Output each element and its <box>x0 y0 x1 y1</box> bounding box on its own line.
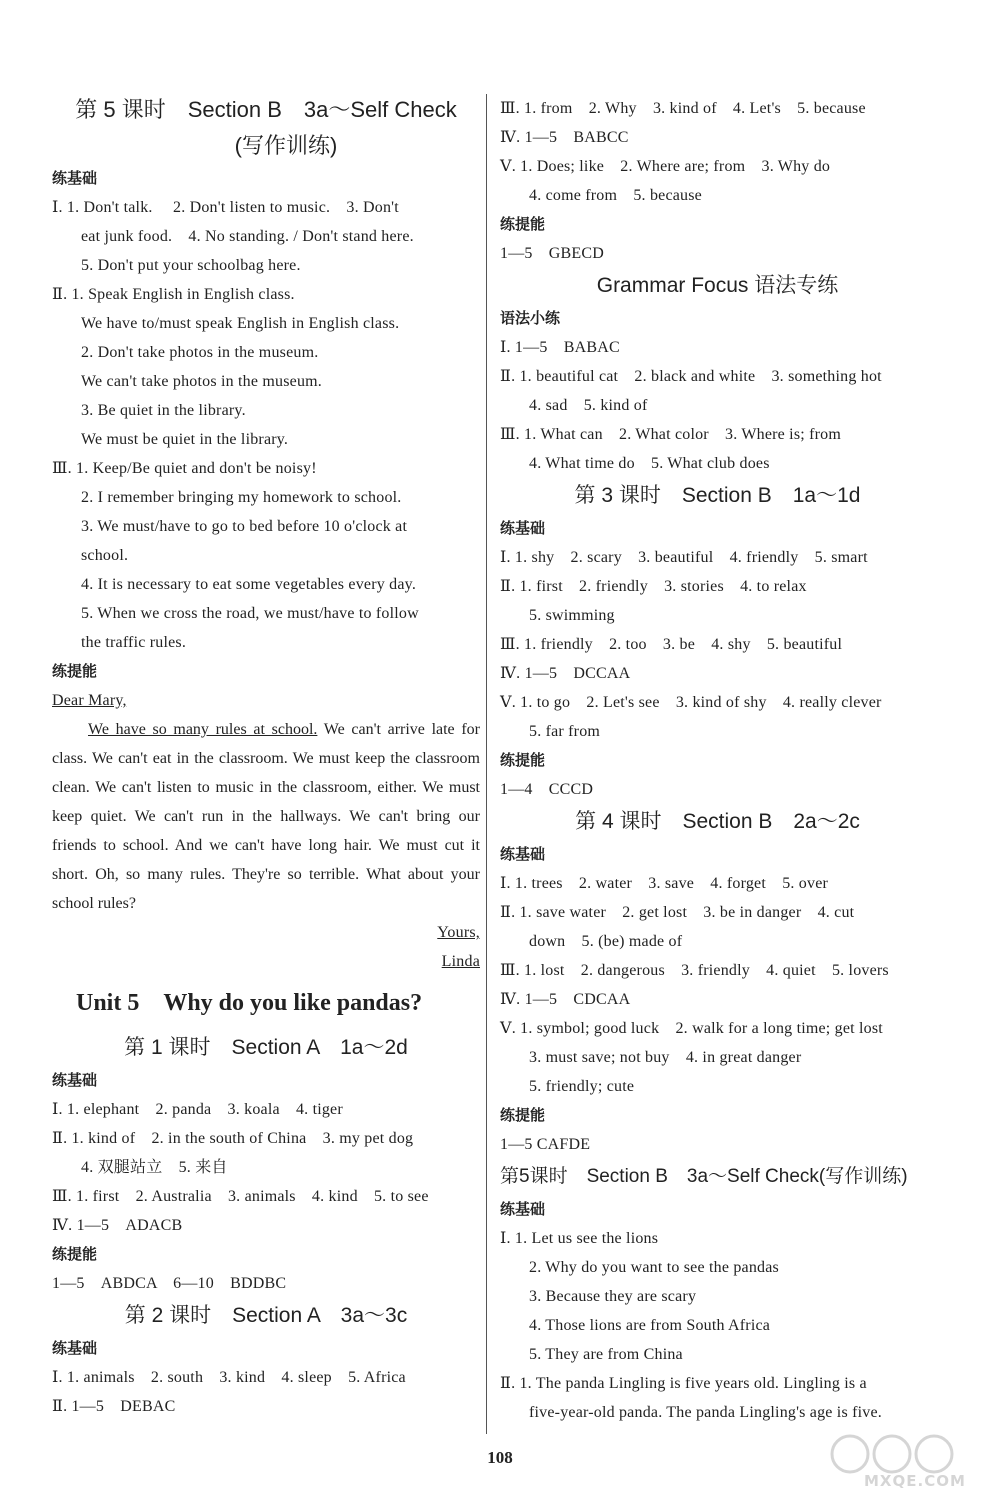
answer-line: Ⅴ. 1. Does; like 2. Where are; from 3. Why do <box>500 158 831 175</box>
answer-line: 2. Don't take photos in the museum. <box>81 344 319 361</box>
letter-greeting: Dear Mary, <box>52 692 127 709</box>
section-label-improve: 练提能 <box>500 751 546 769</box>
answer-line: 4. come from 5. because <box>529 187 702 204</box>
answer-line: Ⅰ. 1—5 BABAC <box>500 339 620 356</box>
grammar-heading: Grammar Focus 语法专练 <box>596 274 839 297</box>
unit-title: Unit 5 Why do you like pandas? <box>76 990 423 1016</box>
letter-body-text: We can't arrive late for class. We can't eat in the classroom. We must keep the classroom clean. We can't listen to music in the classroom, either. We must keep quiet. We can't run in the hallways. We can't bring our friends to school. And we can't have long hair. We must cut it short. Oh, so many rules. They're so terrible. What about your school rules? <box>52 721 480 912</box>
letter-body <box>52 715 480 918</box>
lesson-heading: 第5课时 Section B 3a～Self Check(写作训练) <box>500 1166 908 1187</box>
section-label-basic: 练基础 <box>52 1071 98 1089</box>
answer-line: 5. When we cross the road, we must/have to follow <box>81 605 419 622</box>
answer-line: Ⅰ. 1. trees 2. water 3. save 4. forget 5. over <box>500 875 829 892</box>
lesson-heading: 第 1 课时 Section A 1a～2d <box>124 1036 408 1059</box>
answer-line: Ⅴ. 1. to go 2. Let's see 3. kind of shy 4. really clever <box>500 694 882 711</box>
column-divider <box>486 94 487 1434</box>
watermark-text: MXQE.COM <box>864 1472 966 1490</box>
answer-line: Ⅰ. 1. shy 2. scary 3. beautiful 4. friendly 5. smart <box>500 549 868 566</box>
answer-line: 5. Don't put your schoolbag here. <box>81 257 301 274</box>
answer-line: Ⅰ. 1. animals 2. south 3. kind 4. sleep 5. Africa <box>52 1369 406 1386</box>
answer-line: Ⅱ. 1. save water 2. get lost 3. be in danger 4. cut <box>500 904 855 921</box>
answer-line: Ⅱ. 1—5 DEBAC <box>52 1398 176 1415</box>
answer-line: We must be quiet in the library. <box>81 431 289 448</box>
answer-line: Ⅲ. 1. friendly 2. too 3. be 4. shy 5. beautiful <box>500 636 843 653</box>
left-column <box>52 92 480 1421</box>
answer-line: school. <box>81 547 129 564</box>
answer-line: 1—4 CCCD <box>500 781 594 798</box>
answer-line: Ⅱ. 1. The panda Lingling is five years old. Lingling is a <box>500 1375 867 1392</box>
answer-line: 5. friendly; cute <box>529 1078 635 1095</box>
answer-line: Ⅲ. 1. lost 2. dangerous 3. friendly 4. quiet 5. lovers <box>500 962 889 979</box>
section-label-improve: 练提能 <box>52 1245 98 1263</box>
section-label-grammar: 语法小练 <box>500 309 561 327</box>
lesson-heading: 第 2 课时 Section A 3a～3c <box>124 1304 408 1327</box>
section-label-basic: 练基础 <box>52 169 98 187</box>
answer-line: Ⅲ. 1. What can 2. What color 3. Where is; from <box>500 426 841 443</box>
answer-line: 5. They are from China <box>529 1346 683 1363</box>
answer-line: 4. What time do 5. What club does <box>529 455 770 472</box>
section-label-improve: 练提能 <box>52 662 98 680</box>
answer-line: five-year-old panda. The panda Lingling's age is five. <box>529 1404 882 1421</box>
answer-line: We can't take photos in the museum. <box>81 373 322 390</box>
right-column <box>500 94 935 1427</box>
section-label-basic: 练基础 <box>500 845 546 863</box>
watermark-logo <box>820 1428 980 1492</box>
answer-line: 2. Why do you want to see the pandas <box>529 1259 779 1276</box>
answer-line: Ⅱ. 1. kind of 2. in the south of China 3. my pet dog <box>52 1130 414 1147</box>
answer-line: Ⅲ. 1. first 2. Australia 3. animals 4. kind 5. to see <box>52 1188 429 1205</box>
answer-line: We have to/must speak English in English class. <box>81 315 400 332</box>
answer-line: 3. Be quiet in the library. <box>81 402 246 419</box>
answer-line: 1—5 CAFDE <box>500 1136 591 1153</box>
answer-line: 4. It is necessary to eat some vegetables every day. <box>81 576 417 593</box>
answer-line: Ⅰ. 1. elephant 2. panda 3. koala 4. tiger <box>52 1101 343 1118</box>
letter-first-sentence: We have so many rules at school. <box>88 721 318 738</box>
answer-line: Ⅳ. 1—5 CDCAA <box>500 991 631 1008</box>
answer-line: 5. swimming <box>529 607 615 624</box>
answer-line: Ⅳ. 1—5 ADACB <box>52 1217 183 1234</box>
answer-line: 5. far from <box>529 723 601 740</box>
lesson-heading-subtitle: (写作训练) <box>234 133 338 158</box>
lesson-heading: 第 4 课时 Section B 2a～2c <box>575 810 860 833</box>
answer-line: 1—5 ABDCA 6—10 BDDBC <box>52 1275 287 1292</box>
answer-line: Ⅲ. 1. from 2. Why 3. kind of 4. Let's 5. because <box>500 100 866 117</box>
section-label-improve: 练提能 <box>500 215 546 233</box>
answer-line: Ⅳ. 1—5 DCCAA <box>500 665 631 682</box>
letter-signature: Linda <box>441 953 480 970</box>
lesson-heading: 第 3 课时 Section B 1a～1d <box>574 484 861 507</box>
section-label-basic: 练基础 <box>500 1200 546 1218</box>
answer-line: Ⅱ. 1. first 2. friendly 3. stories 4. to relax <box>500 578 807 595</box>
section-label-basic: 练基础 <box>500 519 546 537</box>
answer-line: 3. We must/have to go to bed before 10 o'clock at <box>81 518 408 535</box>
answer-line: Ⅱ. 1. Speak English in English class. <box>52 286 295 303</box>
answer-line: 2. I remember bringing my homework to school. <box>81 489 402 506</box>
answer-line: 4. 双腿站立 5. 来自 <box>81 1159 228 1176</box>
section-label-basic: 练基础 <box>52 1339 98 1357</box>
answer-line: 3. Because they are scary <box>529 1288 697 1305</box>
lesson-heading: 第 5 课时 Section B 3a～Self Check <box>75 97 457 122</box>
answer-line: 3. must save; not buy 4. in great danger <box>529 1049 802 1066</box>
answer-line: eat junk food. 4. No standing. / Don't stand here. <box>81 228 414 245</box>
answer-line: Ⅰ. 1. Don't talk. 2. Don't listen to music. 3. Don't <box>52 199 399 216</box>
section-label-improve: 练提能 <box>500 1106 546 1124</box>
letter-closing: Yours, <box>437 924 480 941</box>
answer-line: Ⅲ. 1. Keep/Be quiet and don't be noisy! <box>52 460 317 477</box>
answer-line: Ⅱ. 1. beautiful cat 2. black and white 3. something hot <box>500 368 882 385</box>
answer-line: the traffic rules. <box>81 634 187 651</box>
answer-line: Ⅰ. 1. Let us see the lions <box>500 1230 659 1247</box>
answer-line: Ⅴ. 1. symbol; good luck 2. walk for a long time; get lost <box>500 1020 883 1037</box>
answer-line: 4. Those lions are from South Africa <box>529 1317 771 1334</box>
answer-line: 1—5 GBECD <box>500 245 605 262</box>
answer-line: down 5. (be) made of <box>529 933 683 950</box>
answer-line: 4. sad 5. kind of <box>529 397 648 414</box>
answer-line: Ⅳ. 1—5 BABCC <box>500 129 629 146</box>
page-number: 108 <box>487 1448 513 1467</box>
